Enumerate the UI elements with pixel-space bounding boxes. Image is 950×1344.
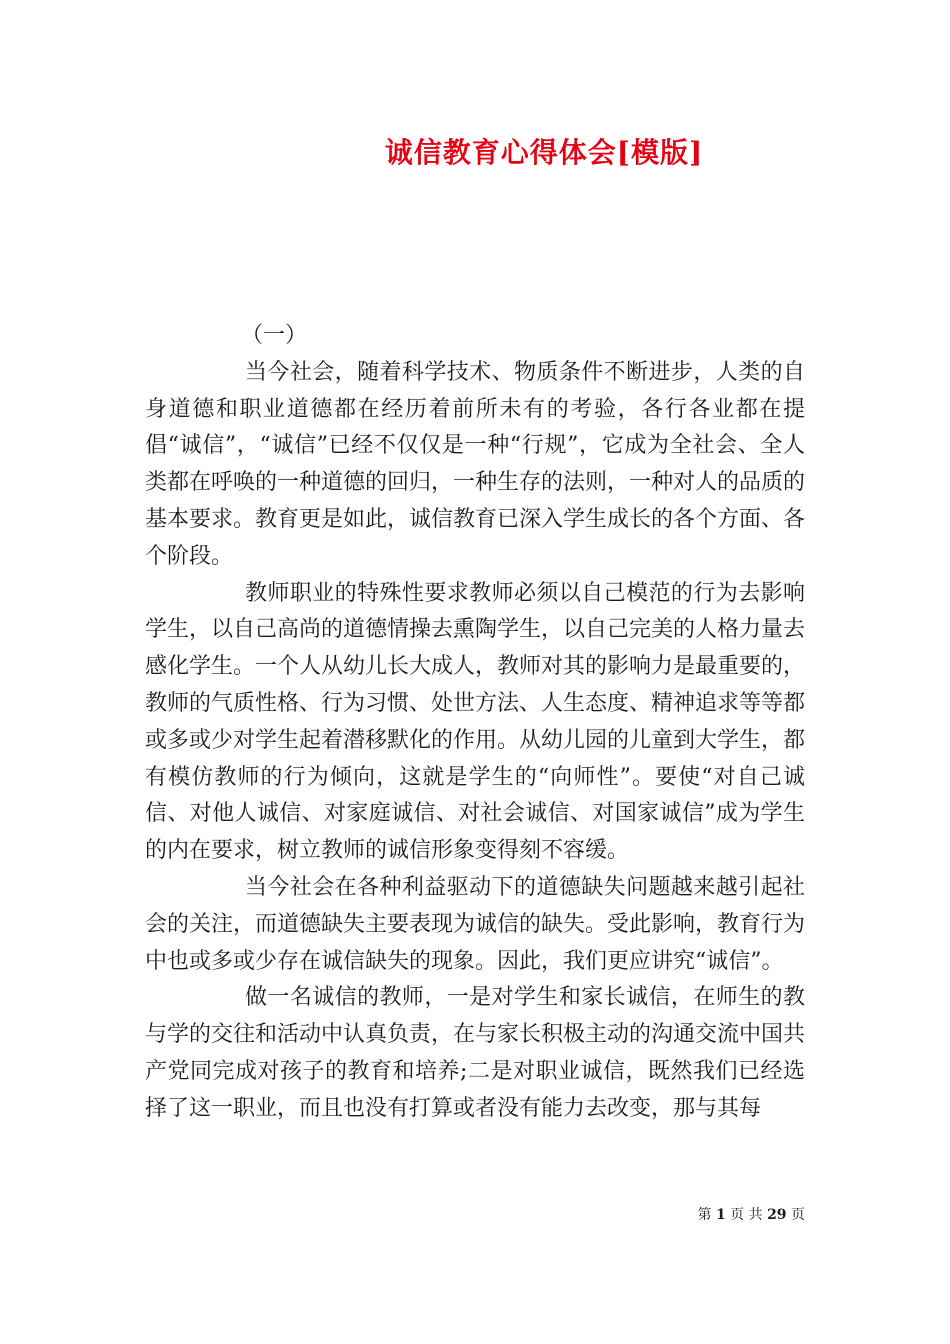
document-body [145, 318, 805, 1128]
current-page-number: 1 [715, 1207, 726, 1223]
section-marker: （一） [241, 323, 308, 348]
paragraph: 做一名诚信的教师，一是对学生和家长诚信，在师生的教与学的交往和活动中认真负责，在与家长积极主动的沟通交流中国共产党同完成对孩子的教育和培养;二是对职业诚信，既然我们已经选择了这一职业，而且也没有打算或者没有能力去改变，那与其每 [145, 985, 806, 1121]
page-number-footer [698, 1204, 806, 1224]
paragraph: 教师职业的特殊性要求教师必须以自己模范的行为去影响学生，以自己高尚的道德情操去熏陶学生，以自己完美的人格力量去感化学生。一个人从幼儿长大成人，教师对其的影响力是最重要的，教师的气质性格、行为习惯、处世方法、人生态度、精神追求等等都或多或少对学生起着潜移默化的作用。从幼儿园的儿童到大学生，都有模仿教师的行为倾向，这就是学生的“向师性”。要使“对自己诚信、对他人诚信、对家庭诚信、对社会诚信、对国家诚信”成为学生的内在要求，树立教师的诚信形象变得刻不容缓。 [145, 580, 806, 864]
footer-middle: 页 共 [730, 1207, 763, 1223]
paragraph: 当今社会在各种利益驱动下的道德缺失问题越来越引起社会的关注，而道德缺失主要表现为诚信的缺失。受此影响，教育行为中也或多或少存在诚信缺失的现象。因此，我们更应讲究“诚信”。 [145, 874, 806, 974]
document-title: 诚信教育心得体会[模版] [384, 136, 704, 169]
total-pages-number: 29 [767, 1207, 787, 1223]
footer-prefix: 第 [697, 1207, 712, 1223]
paragraph: 当今社会，随着科学技术、物质条件不断进步，人类的自身道德和职业道德都在经历着前所未有的考验，各行各业都在提倡“诚信”，“诚信”已经不仅仅是一种“行规”，它成为全社会、全人类都在呼唤的一种道德的回归，一种生存的法则，一种对人的品质的基本要求。教育更是如此，诚信教育已深入学生成长的各个方面、各个阶段。 [145, 359, 806, 569]
footer-suffix: 页 [791, 1207, 805, 1223]
